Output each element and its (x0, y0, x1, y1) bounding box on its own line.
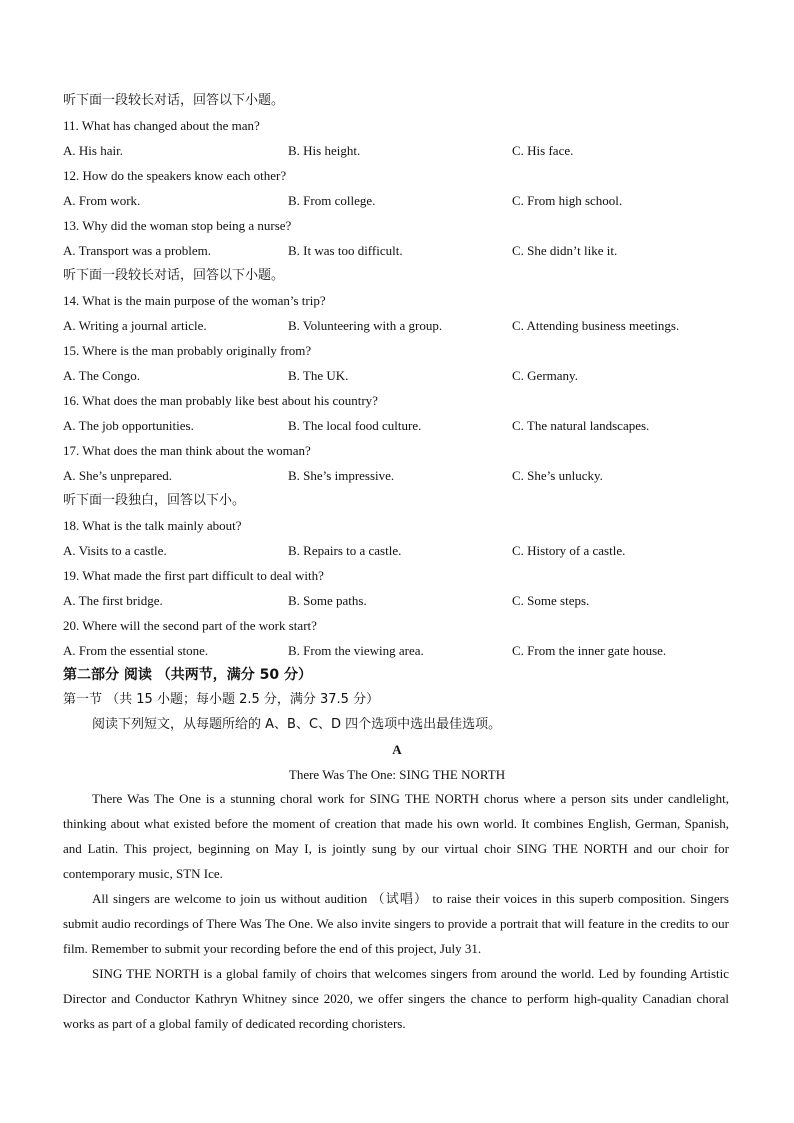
option-a: A. The first bridge. (63, 593, 163, 608)
option-a: A. The job opportunities. (63, 418, 194, 433)
option-c: C. From the inner gate house. (512, 643, 667, 658)
option-b: B. Volunteering with a group. (288, 318, 443, 333)
option-c: C. Germany. (512, 368, 578, 383)
paragraph: SING THE NORTH is a global family of choirs that welcomes singers from around the world. Led by founding Artistic Director and Conductor Kathryn Whitney since 2020, we offer singers the chance to perform high-quality Canadian choral works as part of a global family of dedicated recording choristers. (63, 966, 729, 1031)
question-11: 11. What has changed about the man? (63, 118, 260, 133)
option-c: C. His face. (512, 143, 574, 158)
option-c: C. From high school. (512, 193, 623, 208)
section-intro: 听下面一段独白，回答以下小。 (63, 493, 246, 508)
passage-title: There Was The One: SING THE NORTH (288, 767, 506, 782)
part-heading: 第二部分 阅读 （共两节，满分 50 分） (63, 667, 312, 683)
passage-body (63, 786, 729, 1036)
option-b: B. She’s impressive. (288, 468, 395, 483)
option-a: A. His hair. (63, 143, 123, 158)
option-c: C. She didn’t like it. (512, 243, 618, 258)
question-15: 15. Where is the man probably originally from? (63, 343, 312, 358)
instructions: 阅读下列短文，从每题所给的 A、B、C、D 四个选项中选出最佳选项。 (92, 717, 502, 732)
question-17: 17. What does the man think about the woman? (63, 443, 311, 458)
section-intro: 听下面一段较长对话，回答以下小题。 (63, 93, 285, 108)
option-b: B. From the viewing area. (288, 643, 424, 658)
paragraph: All singers are welcome to join us without audition （试唱） to raise their voices in this superb composition. Singers submit audio recordings of There Was The One. We also invite singers to provide a portrait that will feature in the credits to our film. Remember to submit your recording before the end of this project, July 31. (63, 891, 729, 956)
question-19: 19. What made the first part difficult to deal with? (63, 568, 324, 583)
option-b: B. From college. (288, 193, 376, 208)
question-13: 13. Why did the woman stop being a nurse? (63, 218, 292, 233)
question-18: 18. What is the talk mainly about? (63, 518, 242, 533)
option-b: B. The UK. (288, 368, 349, 383)
option-c: C. Some steps. (512, 593, 590, 608)
question-12: 12. How do the speakers know each other? (63, 168, 287, 183)
section-intro: 听下面一段较长对话，回答以下小题。 (63, 268, 285, 283)
option-b: B. Repairs to a castle. (288, 543, 402, 558)
option-a: A. From work. (63, 193, 141, 208)
option-a: A. Visits to a castle. (63, 543, 167, 558)
option-c: C. The natural landscapes. (512, 418, 650, 433)
option-b: B. The local food culture. (288, 418, 422, 433)
option-c: C. History of a castle. (512, 543, 626, 558)
paragraph: There Was The One is a stunning choral work for SING THE NORTH chorus where a person sits under candlelight, thinking about what existed before the moment of creation that made his own world. It combines English, German, Spanish, and Latin. This project, beginning on May I, is jointly sung by our virtual choir SING THE NORTH and our choir for contemporary music, STN Ice. (63, 791, 729, 881)
option-a: A. Transport was a problem. (63, 243, 212, 258)
option-b: B. It was too difficult. (288, 243, 403, 258)
option-c: C. She’s unlucky. (512, 468, 603, 483)
option-a: A. From the essential stone. (63, 643, 209, 658)
option-c: C. Attending business meetings. (512, 318, 680, 333)
option-a: A. Writing a journal article. (63, 318, 207, 333)
question-14: 14. What is the main purpose of the woman’s trip? (63, 293, 326, 308)
passage-letter: A (392, 742, 402, 757)
option-b: B. His height. (288, 143, 361, 158)
option-a: A. She’s unprepared. (63, 468, 173, 483)
section-heading: 第一节 （共 15 小题；每小题 2.5 分，满分 37.5 分） (63, 692, 380, 707)
option-a: A. The Congo. (63, 368, 141, 383)
question-20: 20. Where will the second part of the work start? (63, 618, 317, 633)
question-16: 16. What does the man probably like best about his country? (63, 393, 378, 408)
option-b: B. Some paths. (288, 593, 367, 608)
